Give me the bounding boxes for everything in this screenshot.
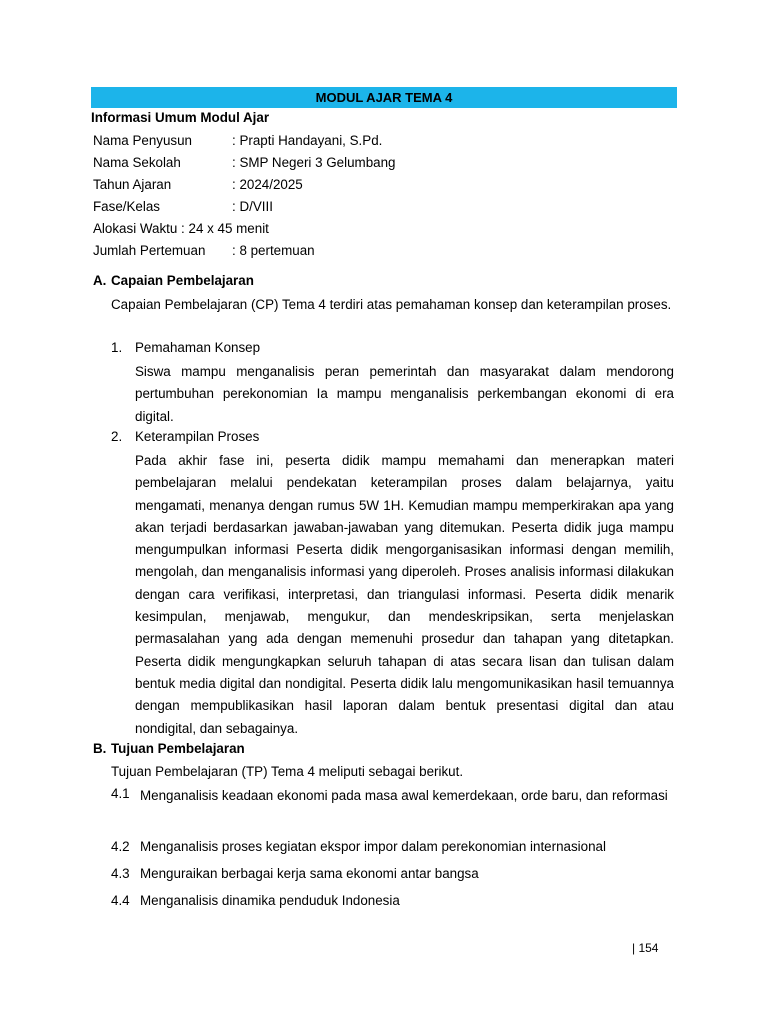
section-a-letter: A. <box>93 273 107 288</box>
section-a-item-2-title: Keterampilan Proses <box>135 429 260 444</box>
info-label-pertemuan: Jumlah Pertemuan <box>93 243 206 258</box>
goal-4-4-text: Menganalisis dinamika penduduk Indonesia <box>140 893 400 908</box>
module-title-banner: MODUL AJAR TEMA 4 <box>91 87 677 108</box>
section-b-intro: Tujuan Pembelajaran (TP) Tema 4 meliputi sebagai berikut. <box>111 764 464 779</box>
info-value-tahun: : 2024/2025 <box>232 177 303 192</box>
section-b-title: Tujuan Pembelajaran <box>111 741 245 756</box>
info-label-penyusun: Nama Penyusun <box>93 133 192 148</box>
section-a-item-1-title: Pemahaman Konsep <box>135 340 261 355</box>
goal-4-1-number: 4.1 <box>111 786 130 801</box>
goal-4-3-number: 4.3 <box>111 866 130 881</box>
info-value-sekolah: : SMP Negeri 3 Gelumbang <box>232 155 396 170</box>
section-a-item-2-number: 2. <box>111 429 123 444</box>
page-number: | 154 <box>632 941 659 955</box>
section-a-item-1-number: 1. <box>111 340 123 355</box>
section-a-intro: Capaian Pembelajaran (CP) Tema 4 terdiri atas pemahaman konsep dan keterampilan proses. <box>111 297 672 312</box>
goal-4-4-number: 4.4 <box>111 893 130 908</box>
info-heading: Informasi Umum Modul Ajar <box>91 110 270 125</box>
info-label-tahun: Tahun Ajaran <box>93 177 172 192</box>
goal-4-2-number: 4.2 <box>111 839 130 854</box>
info-label-sekolah: Nama Sekolah <box>93 155 181 170</box>
section-a-item-2-body: Pada akhir fase ini, peserta didik mampu memahami dan menerapkan materi pembelajaran melalui pendekatan keterampilan proses dalam belajarnya, yaitu mengamati, menanya dengan rumus 5W 1H. Kemudian mampu memperkirakan apa yang akan terjadi berdasarkan jawaban-jawaban yang ditemukan. Peserta didik juga mampu mengumpulkan informasi Peserta didik mengorganisasikan informasi dengan memilih, mengolah, dan menganalisis informasi yang diperoleh. Proses analisis informasi dilakukan dengan cara verifikasi, interpretasi, dan triangulasi informasi. Peserta didik menarik kesimpulan, menjawab, mengukur, dan mendeskripsikan, serta menjelaskan permasalahan yang ada dengan memenuhi prosedur dan tahapan yang ditetapkan. Peserta didik mengungkapkan seluruh tahapan di atas secara lisan dan tulisan dalam bentuk media digital dan nondigital. Peserta didik lalu mengomunikasikan hasil temuannya dengan mempublikasikan hasil laporan dalam bentuk presentasi digital dan atau nondigital, dan sebagainya. <box>135 453 674 736</box>
info-value-fase: : D/VIII <box>232 199 273 214</box>
goal-4-1-text: Menganalisis keadaan ekonomi pada masa awal kemerdekaan, orde baru, dan reformasi <box>140 788 668 803</box>
info-label-fase: Fase/Kelas <box>93 199 160 214</box>
info-alokasi-waktu: Alokasi Waktu : 24 x 45 menit <box>93 221 269 236</box>
info-value-penyusun: : Prapti Handayani, S.Pd. <box>232 133 383 148</box>
section-b-letter: B. <box>93 741 107 756</box>
goal-4-2-text: Menganalisis proses kegiatan ekspor impor dalam perekonomian internasional <box>140 839 606 854</box>
section-a-item-1-body: Siswa mampu menganalisis peran pemerintah dan masyarakat dalam mendorong pertumbuhan perekonomian Ia mampu menganalisis perkembangan ekonomi di era digital. <box>135 364 674 424</box>
section-a-title: Capaian Pembelajaran <box>111 273 254 288</box>
info-value-pertemuan: : 8 pertemuan <box>232 243 315 258</box>
goal-4-3-text: Menguraikan berbagai kerja sama ekonomi antar bangsa <box>140 866 479 881</box>
